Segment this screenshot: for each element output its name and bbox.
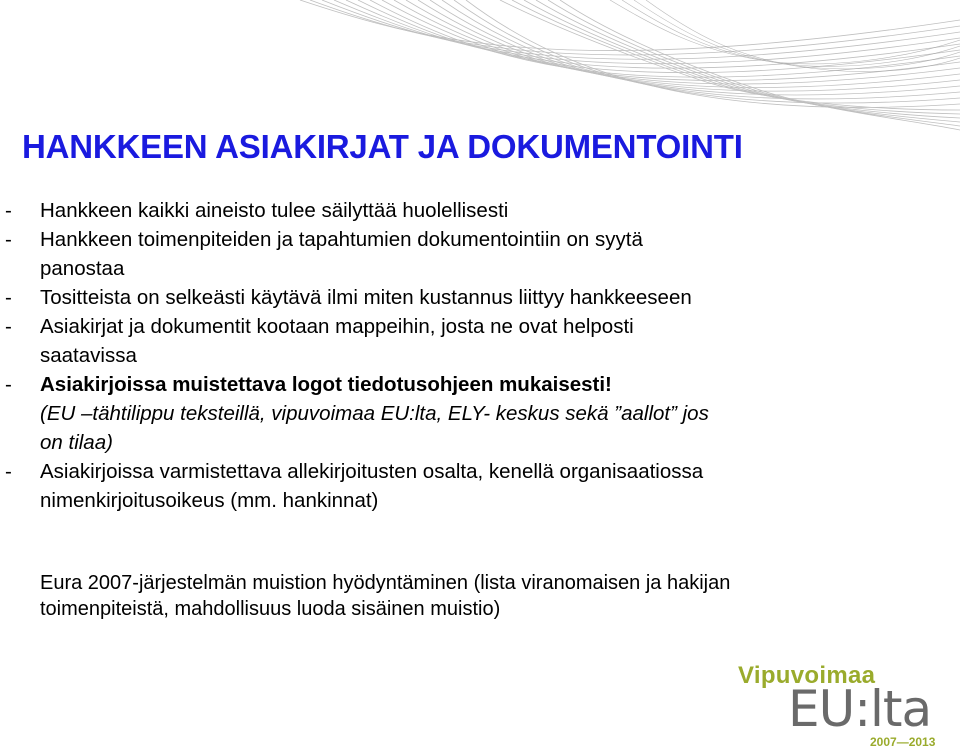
list-item (0, 312, 930, 370)
bullet-marker: - (5, 315, 12, 338)
footnote-line: toimenpiteistä, mahdollisuus luoda sisäinen muistio) (40, 598, 501, 620)
bullet-marker: - (5, 199, 12, 222)
bullet-marker: - (5, 373, 12, 396)
bullet-marker: - (5, 228, 12, 251)
footnote-text (40, 570, 730, 622)
bullet-text-bold: Asiakirjoissa muistettava logot tiedotusohjeen mukaisesti! (40, 373, 612, 396)
bullet-marker: - (5, 460, 12, 483)
logo-text-eu: EU:lta (788, 680, 932, 738)
bullet-note-italic: (EU –tähtilippu teksteillä, vipuvoimaa EU:lta, ELY- keskus sekä ”aallot” jos (40, 402, 709, 425)
bullet-text: Asiakirjat ja dokumentit kootaan mappeihin, josta ne ovat helposti (40, 315, 634, 338)
bullet-marker: - (5, 286, 12, 309)
decorative-ribbon-graphic (0, 0, 960, 140)
bullet-text-continued: nimenkirjoitusoikeus (mm. hankinnat) (40, 489, 379, 512)
logo-text-vipuvoimaa: Vipuvoimaa (738, 662, 876, 689)
bullet-list (0, 196, 930, 515)
bullet-text: Asiakirjoissa varmistettava allekirjoitusten osalta, kenellä organisaatiossa (40, 460, 704, 483)
list-item (0, 283, 930, 312)
list-item (0, 457, 930, 515)
bullet-text: Tositteista on selkeästi käytävä ilmi miten kustannus liittyy hankkeeseen (40, 286, 692, 309)
list-item (0, 196, 930, 225)
bullet-text-continued: panostaa (40, 257, 125, 280)
vipuvoimaa-eu-logo (736, 662, 946, 748)
footnote-line: Eura 2007-järjestelmän muistion hyödyntäminen (lista viranomaisen ja hakijan (40, 572, 731, 594)
logo-text-years: 2007—2013 (870, 735, 936, 749)
bullet-text: Hankkeen kaikki aineisto tulee säilyttää huolellisesti (40, 199, 509, 222)
list-item (0, 370, 930, 457)
bullet-text: Hankkeen toimenpiteiden ja tapahtumien dokumentointiin on syytä (40, 228, 643, 251)
bullet-text-continued: saatavissa (40, 344, 137, 367)
list-item (0, 225, 930, 283)
bullet-note-italic-continued: on tilaa) (40, 431, 113, 454)
page-title: HANKKEEN ASIAKIRJAT JA DOKUMENTOINTI (22, 128, 743, 165)
